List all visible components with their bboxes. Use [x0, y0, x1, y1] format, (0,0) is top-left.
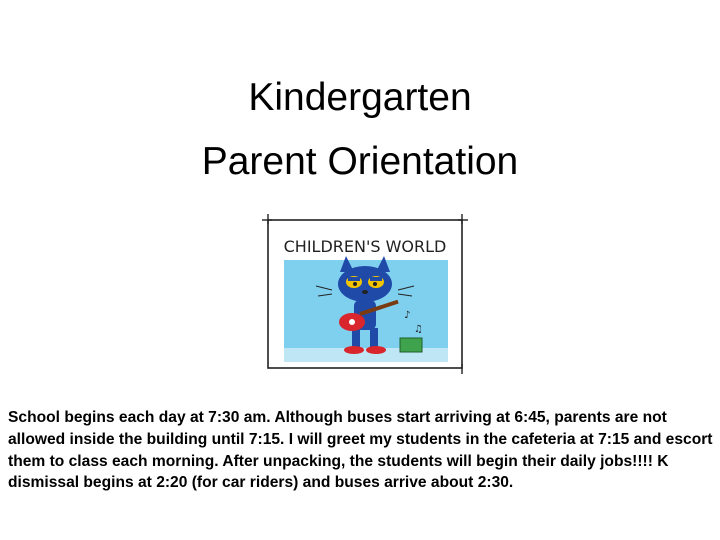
svg-text:♫: ♫	[414, 324, 423, 335]
childrens-world-picture	[262, 214, 468, 374]
orientation-paragraph: School begins each day at 7:30 am. Although buses start arriving at 6:45, parents are not allowed inside the building until 7:15. I will greet my students in the cafeteria at 7:15 and escort them to class each morning. After unpacking, the students will begin their daily jobs!!!! K dismissal begins at 2:20 (for car riders) and buses arrive about 2:30.	[8, 409, 713, 492]
title-line-2: Parent Orientation	[201, 140, 519, 183]
title-line-1: Kindergarten	[248, 76, 472, 119]
svg-text:♪: ♪	[404, 310, 411, 321]
slide-title	[0, 66, 720, 194]
cat-playing-guitar-icon	[262, 214, 468, 374]
picture-caption: CHILDREN'S WORLD	[283, 237, 447, 256]
